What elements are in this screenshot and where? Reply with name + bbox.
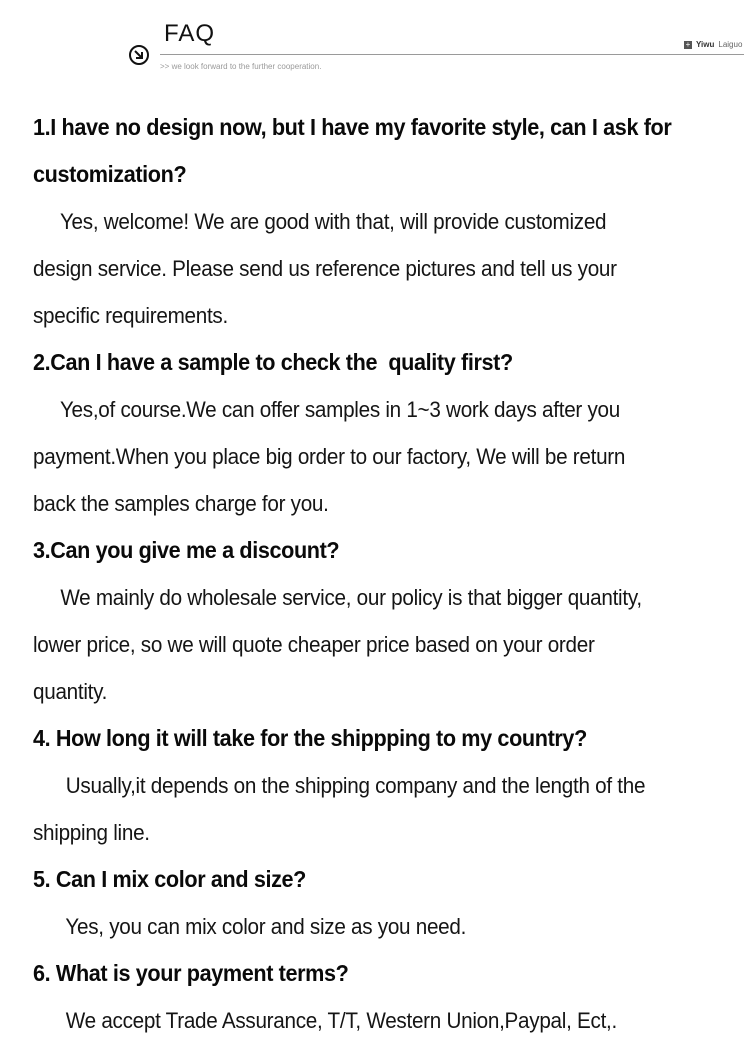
faq-question: 4. How long it will take for the shippping to my country?: [33, 725, 587, 751]
faq-answer-line: back the samples charge for you.: [33, 491, 329, 516]
faq-item: [33, 104, 733, 339]
header-divider: [160, 54, 744, 55]
circle-arrow-down-right-icon: [128, 44, 150, 66]
page-title: FAQ: [164, 20, 216, 47]
faq-answer: [33, 198, 691, 339]
faq-answer-line: Yes, you can mix color and size as you need.: [33, 914, 467, 939]
faq-question: 2.Can I have a sample to check the quality first?: [33, 349, 513, 375]
faq-header: [0, 0, 750, 80]
brand-suffix: Laiguo: [718, 40, 743, 49]
faq-answer-line: Yes,of course.We can offer samples in 1~3 work days after you: [33, 397, 620, 422]
faq-answer-line: We accept Trade Assurance, T/T, Western Union,Paypal, Ect,.: [33, 1008, 617, 1033]
faq-answer-line: quantity.: [33, 679, 108, 704]
faq-answer: [33, 997, 691, 1044]
faq-list: [33, 104, 733, 1044]
faq-answer-line: lower price, so we will quote cheaper price based on your order: [33, 632, 595, 657]
faq-question: 6. What is your payment terms?: [33, 960, 349, 986]
faq-item: [33, 715, 733, 856]
plus-square-icon: +: [685, 39, 691, 49]
faq-answer: [33, 574, 691, 715]
faq-answer-line: specific requirements.: [33, 303, 228, 328]
faq-question: 5. Can I mix color and size?: [33, 866, 307, 892]
faq-answer: [33, 903, 691, 950]
faq-answer-line: Yes, welcome! We are good with that, will provide customized: [33, 209, 607, 234]
faq-question: 3.Can you give me a discount?: [33, 537, 340, 563]
brand-name: Yiwu: [696, 40, 715, 49]
brand-label: [684, 40, 742, 49]
faq-answer: [33, 762, 691, 856]
faq-answer-line: We mainly do wholesale service, our policy is that bigger quantity,: [33, 585, 642, 610]
faq-answer-line: design service. Please send us reference pictures and tell us your: [33, 256, 617, 281]
faq-item: [33, 950, 733, 1044]
faq-answer-line: Usually,it depends on the shipping company and the length of the: [33, 773, 646, 798]
faq-item: [33, 856, 733, 950]
faq-answer-line: shipping line.: [33, 820, 150, 845]
faq-item: [33, 527, 733, 715]
faq-question: 1.I have no design now, but I have my favorite style, can I ask for customization?: [33, 114, 678, 187]
faq-answer-line: payment.When you place big order to our factory, We will be return: [33, 444, 626, 469]
faq-item: [33, 339, 733, 527]
header-subtitle: >> we look forward to the further cooperation.: [160, 62, 322, 71]
faq-answer: [33, 386, 691, 527]
